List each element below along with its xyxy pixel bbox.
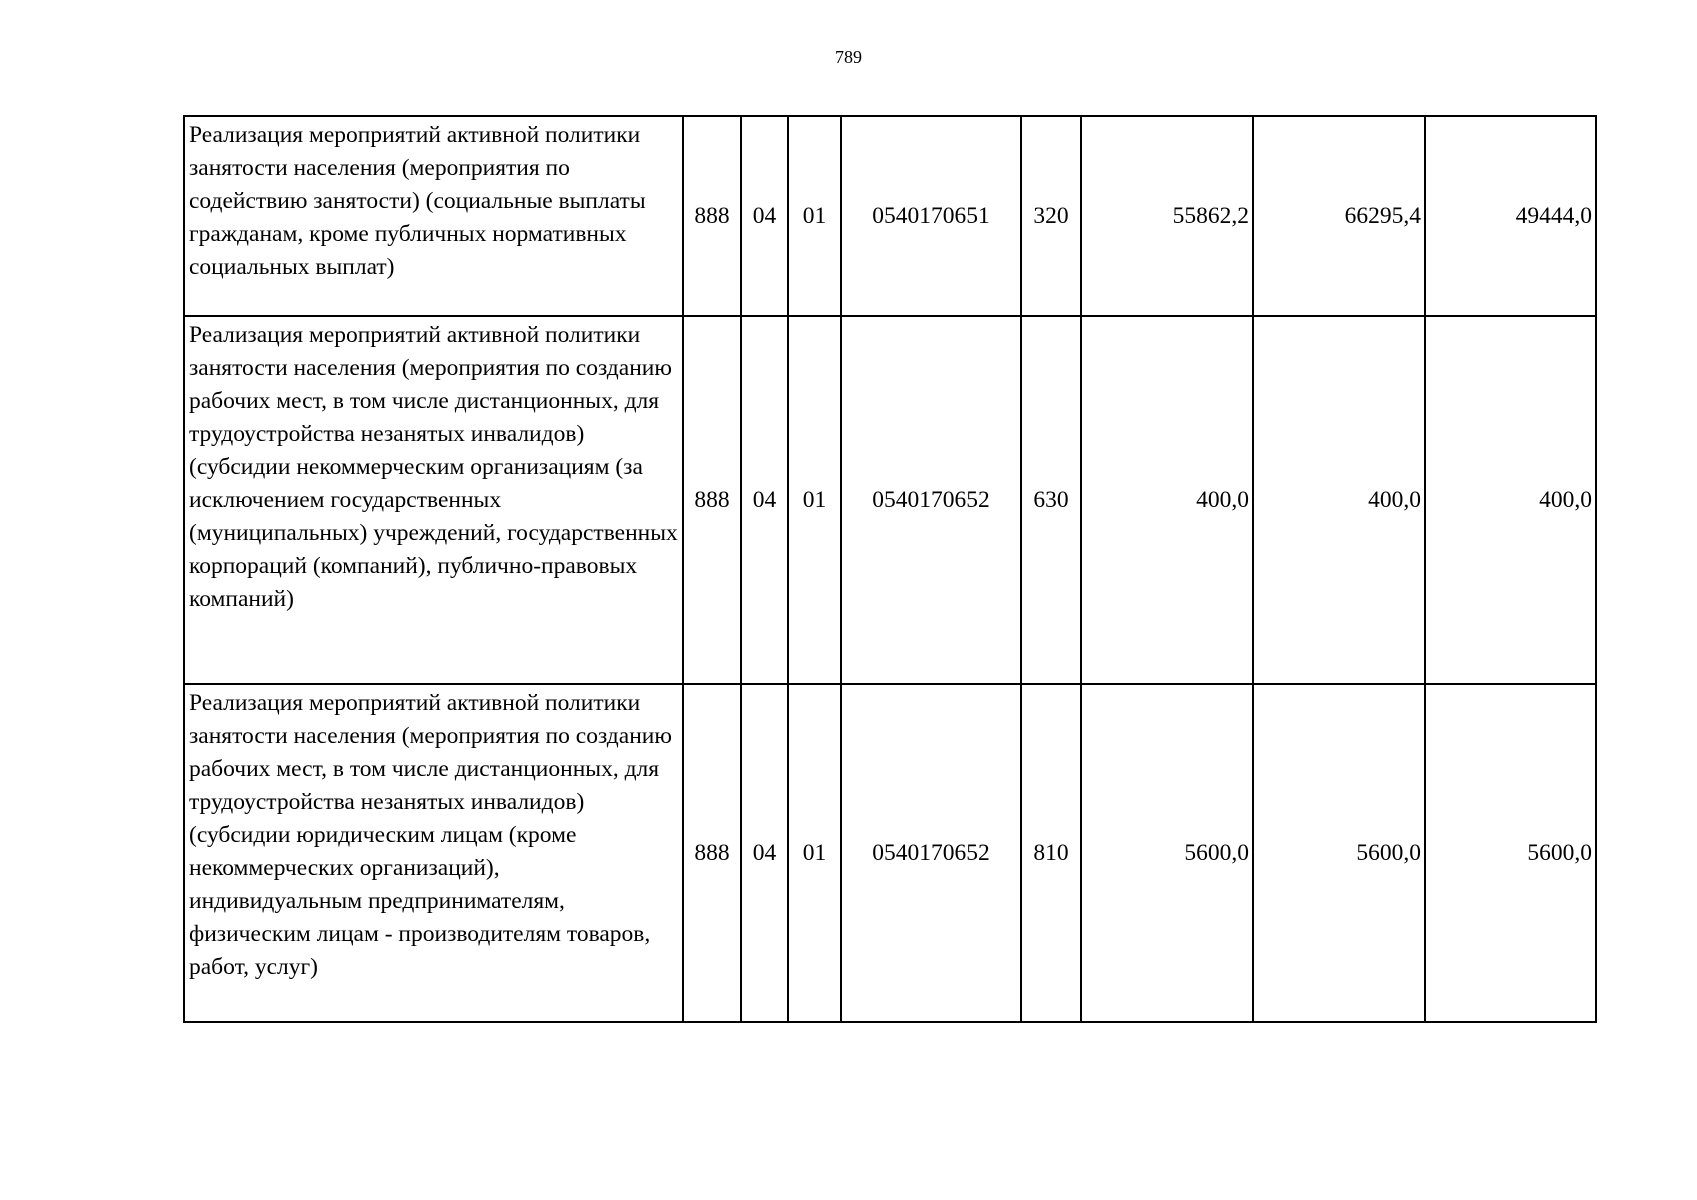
section-code: 04: [741, 316, 788, 684]
subsection-code: 01: [788, 684, 841, 1022]
amount-year-1: 55862,2: [1081, 116, 1253, 316]
amount-year-1: 400,0: [1081, 316, 1253, 684]
table-row: [184, 316, 1596, 684]
ministry-code: 888: [683, 684, 741, 1022]
amount-year-3: 49444,0: [1425, 116, 1596, 316]
row-description: Реализация мероприятий активной политики занятости населения (мероприятия по созданию рабочих мест, в том числе дистанционных, для трудоустройства незанятых инвалидов) (субсидии некоммерческим организациям (за исключением государственных (муниципальных) учреждений, государственных корпораций (компаний), публично-правовых компаний): [184, 316, 683, 684]
target-article-code: 0540170652: [841, 316, 1021, 684]
amount-year-2: 66295,4: [1253, 116, 1425, 316]
expense-type-code: 320: [1021, 116, 1081, 316]
amount-year-1: 5600,0: [1081, 684, 1253, 1022]
ministry-code: 888: [683, 316, 741, 684]
target-article-code: 0540170652: [841, 684, 1021, 1022]
page-number: 789: [835, 47, 862, 67]
expense-type-code: 810: [1021, 684, 1081, 1022]
section-code: 04: [741, 684, 788, 1022]
subsection-code: 01: [788, 116, 841, 316]
subsection-code: 01: [788, 316, 841, 684]
expense-type-code: 630: [1021, 316, 1081, 684]
target-article-code: 0540170651: [841, 116, 1021, 316]
amount-year-2: 5600,0: [1253, 684, 1425, 1022]
amount-year-2: 400,0: [1253, 316, 1425, 684]
section-code: 04: [741, 116, 788, 316]
table-row: [184, 684, 1596, 1022]
row-description: Реализация мероприятий активной политики занятости населения (мероприятия по созданию рабочих мест, в том числе дистанционных, для трудоустройства незанятых инвалидов) (субсидии юридическим лицам (кроме некоммерческих организаций), индивидуальным предпринимателям, физическим лицам - производителям товаров, работ, услуг): [184, 684, 683, 1022]
ministry-code: 888: [683, 116, 741, 316]
amount-year-3: 5600,0: [1425, 684, 1596, 1022]
budget-table: [183, 115, 1597, 1023]
row-description: Реализация мероприятий активной политики занятости населения (мероприятия по содействию занятости) (социальные выплаты гражданам, кроме публичных нормативных социальных выплат): [184, 116, 683, 316]
amount-year-3: 400,0: [1425, 316, 1596, 684]
table-row: [184, 116, 1596, 316]
